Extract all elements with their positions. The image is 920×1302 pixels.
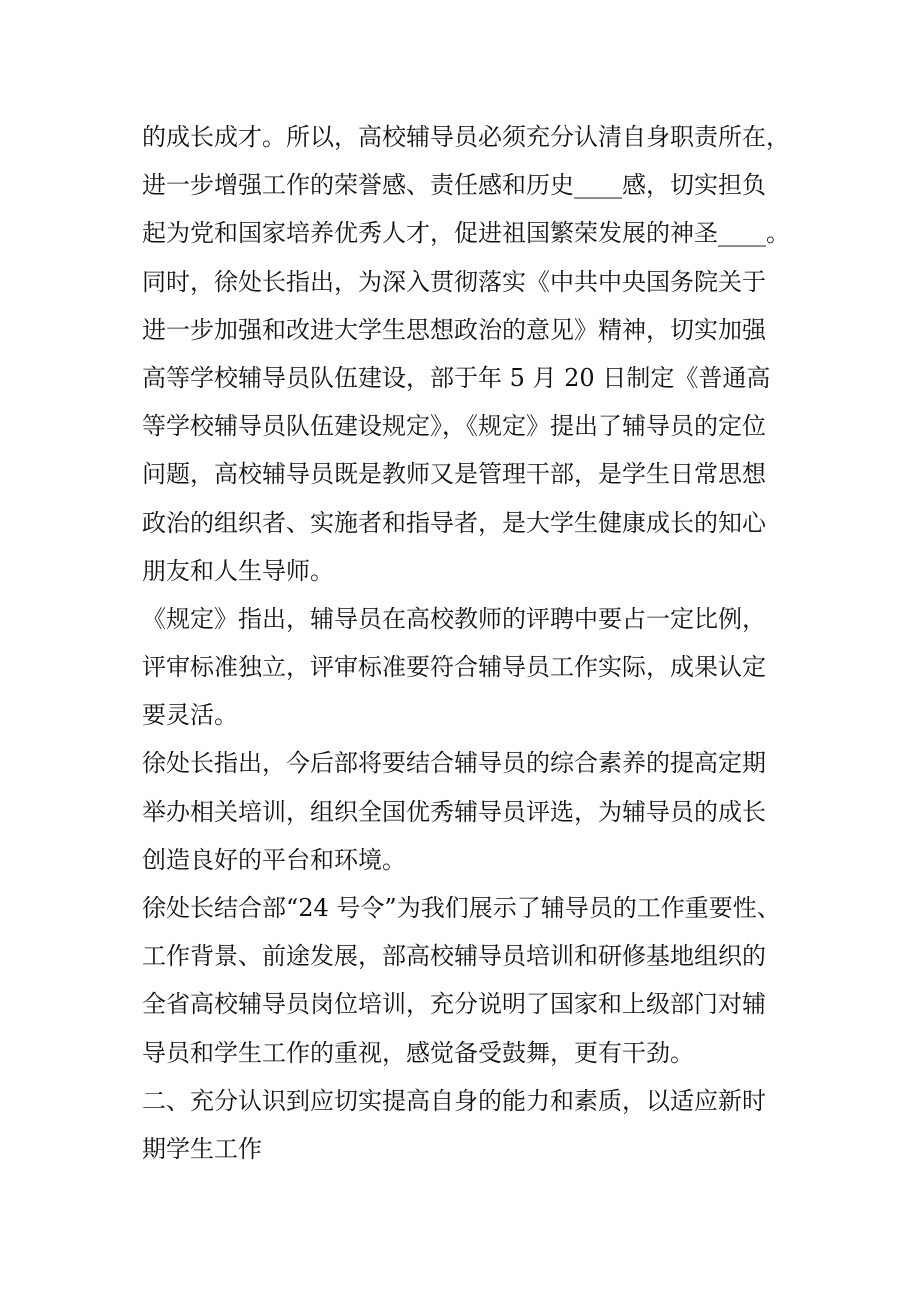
text-line: 的成长成才。所以，高校辅导员必须充分认清自身职责所在， [142, 123, 790, 151]
text-line: 问题，高校辅导员既是教师又是管理干部，是学生日常思想 [142, 460, 766, 489]
text-line: 等学校辅导员队伍建设规定》，《规定》提出了辅导员的定位 [142, 412, 766, 441]
text-line: 政治的组织者、实施者和指导者，是大学生健康成长的知心 [142, 508, 766, 537]
text-line: 工作背景、前途发展，部高校辅导员培训和研修基地组织的 [142, 942, 766, 971]
body-text [142, 113, 802, 1173]
text-line: 进一步增强工作的荣誉感、责任感和历史____感，切实担负 [142, 171, 766, 200]
text-line: 徐处长指出，今后部将要结合辅导员的综合素养的提高定期 [142, 749, 766, 778]
text-line: 朋友和人生导师。 [142, 556, 334, 585]
text-line: 徐处长结合部“24 号令”为我们展示了辅导员的工作重要性、 [142, 894, 781, 922]
text-line: 导员和学生工作的重视，感觉备受鼓舞，更有干劲。 [142, 1038, 694, 1067]
text-line: 举办相关培训，组织全国优秀辅导员评选，为辅导员的成长 [142, 797, 766, 826]
text-line: 起为党和国家培养优秀人才，促进祖国繁荣发展的神圣____。 [142, 219, 790, 248]
text-line: 评审标准独立，评审标准要符合辅导员工作实际，成果认定 [142, 653, 766, 682]
text-line: 高等学校辅导员队伍建设，部于年 5 月 20 日制定《普通高 [142, 363, 771, 392]
text-line: 《规定》指出，辅导员在高校教师的评聘中要占一定比例， [142, 604, 766, 633]
text-line: 进一步加强和改进大学生思想政治的意见》精神，切实加强 [142, 315, 766, 344]
section-heading-line: 二、充分认识到应切实提高自身的能力和素质，以适应新时 [142, 1086, 766, 1115]
text-line: 要灵活。 [142, 701, 238, 730]
text-line: 同时，徐处长指出，为深入贯彻落实《中共中央国务院关于 [142, 267, 766, 296]
text-line: 创造良好的平台和环境。 [142, 845, 406, 874]
section-heading-line: 期学生工作 [142, 1134, 262, 1163]
text-line: 全省高校辅导员岗位培训，充分说明了国家和上级部门对辅 [142, 990, 766, 1019]
